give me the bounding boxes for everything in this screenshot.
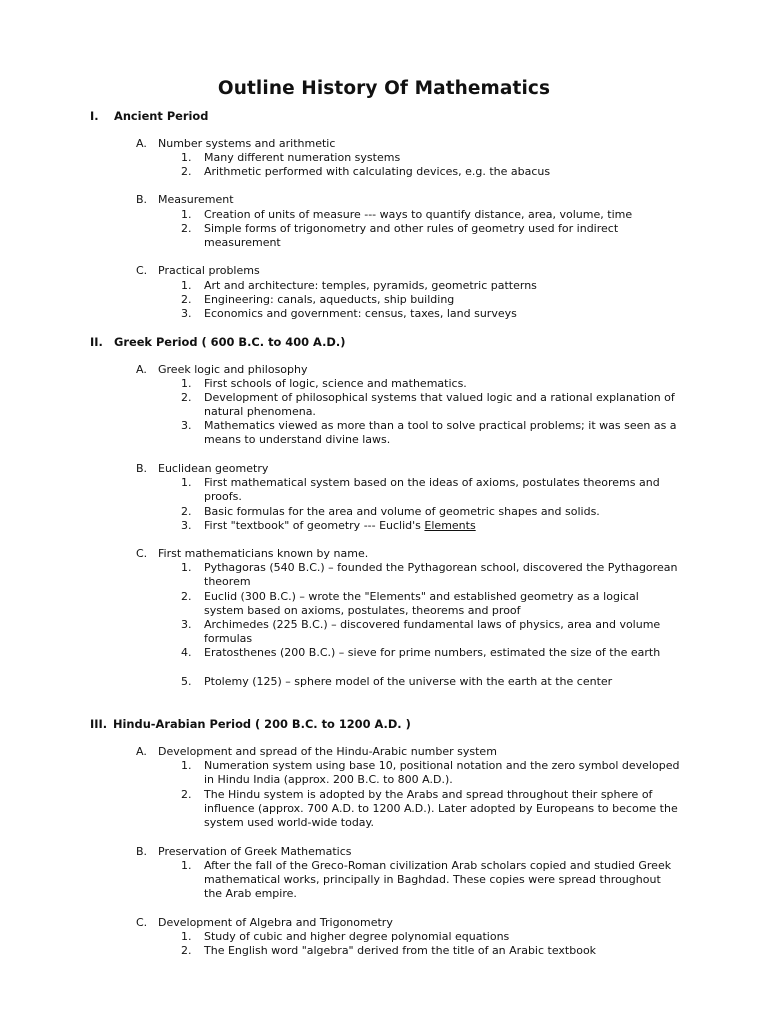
elements-title: Elements [424,519,476,532]
section-numeral: II. [90,335,103,349]
subsection-number-system-spread: A. Development and spread of the Hindu-Arabic number system [136,745,497,758]
list-item: 2. Basic formulas for the area and volume of geometric shapes and solids. [181,505,600,518]
list-item: 2. Simple forms of trigonometry and other rules of geometry used for indirect measurement [181,222,619,250]
subsection-practical-problems: C. Practical problems [136,264,260,277]
list-item: 1. Creation of units of measure --- ways to quantify distance, area, volume, time [181,208,633,221]
section-numeral: I. [90,109,99,123]
subsection-preservation: B. Preservation of Greek Mathematics [136,845,352,858]
subsection-first-mathematicians: C. First mathematicians known by name. [136,547,369,560]
section-title: Hindu-Arabian Period ( 200 B.C. to 1200 A.D. ) [113,717,411,731]
list-item: 3. Archimedes (225 B.C.) – discovered fundamental laws of physics, area and volume formulas [181,618,661,646]
list-item: 2. Development of philosophical systems that valued logic and a rational explanation of natural phenomena. [181,391,675,419]
list-item: 1. Pythagoras (540 B.C.) – founded the Pythagorean school, discovered the Pythagorean theorem [181,561,678,589]
list-item: 1. Numeration system using base 10, positional notation and the zero symbol developed in Hindu India (approx. 200 B.C. to 800 A.D.). [181,759,680,787]
page-title: Outline History Of Mathematics [217,78,551,99]
section-heading-hindu-arabian [90,717,411,731]
list-item: 3. Economics and government: census, taxes, land surveys [181,307,517,320]
section-title: Ancient Period [114,109,209,123]
list-item: 5. Ptolemy (125) – sphere model of the universe with the earth at the center [181,675,613,688]
list-item: 4. Eratosthenes (200 B.C.) – sieve for prime numbers, estimated the size of the earth [181,646,661,659]
subsection-algebra-trig: C. Development of Algebra and Trigonometry [136,916,393,929]
list-item: 3. First "textbook" of geometry --- Euclid's Elements [181,519,476,532]
list-item: 2. Engineering: canals, aqueducts, ship building [181,293,455,306]
list-item: 1. Many different numeration systems [181,151,401,164]
list-item: 1. After the fall of the Greco-Roman civilization Arab scholars copied and studied Greek mathematical works, principally in Baghdad. These copies were spread throughout the Arab empire. [181,859,672,901]
subsection-euclidean-geometry: B. Euclidean geometry [136,462,269,475]
list-item: 1. First schools of logic, science and mathematics. [181,377,467,390]
section-numeral: III. [90,717,108,731]
section-title: Greek Period ( 600 B.C. to 400 A.D.) [114,335,346,349]
list-item: 2. The English word "algebra" derived from the title of an Arabic textbook [181,944,597,957]
list-item: 2. Euclid (300 B.C.) – wrote the "Elements" and established geometry as a logical system based on axioms, postulates, theorems and proof [181,590,639,618]
subsection-number-systems: A. Number systems and arithmetic [136,137,336,150]
list-item: 2. Arithmetic performed with calculating devices, e.g. the abacus [181,165,551,178]
list-item: 1. Study of cubic and higher degree polynomial equations [181,930,510,943]
section-heading-greek [90,335,345,349]
subsection-greek-logic: A. Greek logic and philosophy [136,363,308,376]
section-heading-ancient [90,109,208,123]
list-item: 2. The Hindu system is adopted by the Arabs and spread throughout their sphere of influence (approx. 700 A.D. to 1200 A.D.). Later adopted by Europeans to become the system used world-wide today. [181,788,678,830]
list-item: 3. Mathematics viewed as more than a tool to solve practical problems; it was seen as a means to understand divine laws. [181,419,677,447]
list-item: 1. Art and architecture: temples, pyramids, geometric patterns [181,279,537,292]
list-item: 1. First mathematical system based on the ideas of axioms, postulates theorems and proofs. [181,476,660,504]
subsection-measurement: B. Measurement [136,193,234,206]
